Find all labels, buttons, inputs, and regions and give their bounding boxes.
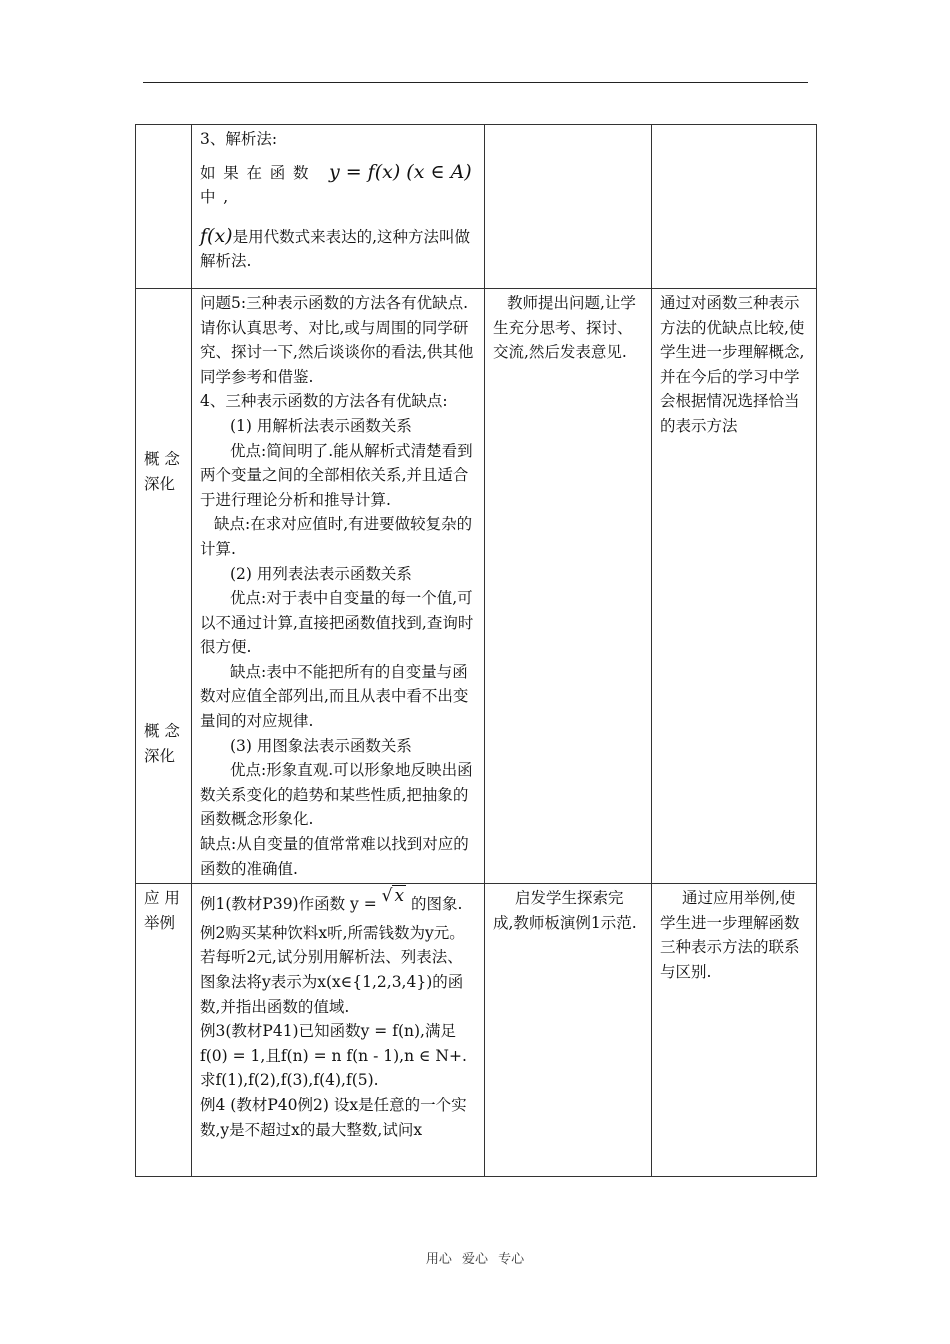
- line1-pre: 如果在函数: [200, 163, 317, 182]
- design-goal-application: [652, 884, 817, 1177]
- method3-pros: 优点:形象直观.可以形象地反映出函数关系变化的趋势和某些性质,把抽象的函数概念形象化.: [200, 761, 473, 829]
- row-label-concept: [136, 288, 192, 883]
- line2-text: 是用代数式来表达的,这种方法叫做解析法.: [200, 227, 471, 271]
- goal-application-text: 通过应用举例,使学生进一步理解函数三种表示方法的联系与区别.: [660, 889, 800, 981]
- method1-title: (1) 用解析法表示函数关系: [230, 416, 412, 435]
- method1-pros: 优点:简间明了.能从解析式清楚看到两个变量之间的全部相依关系,并且适合于进行理论分析和推导计算.: [200, 441, 473, 509]
- sqrt-symbol: √ x: [381, 886, 405, 907]
- teacher-activity-text: 教师提出问题,让学生充分思考、探讨、交流,然后发表意见.: [493, 293, 636, 362]
- function-formula: y = f(x) (x ∈ A): [328, 160, 472, 183]
- method3-cons: 缺点:从自变量的值常常难以找到对应的函数的准确值.: [200, 835, 469, 878]
- question-5: 问题5:三种表示函数的方法各有优缺点.请你认真思考、对比,或与周围的同学研究、探讨一下,然后谈谈你的看法,供其他同学参考和借鉴.: [200, 293, 474, 386]
- footer-item-2: 爱心: [461, 1252, 488, 1267]
- sqrt-radicand: x: [394, 886, 405, 907]
- analytic-method-line1: [200, 160, 476, 210]
- method2-pros: 优点:对于表中自变量的每一个值,可以不通过计算,直接把函数值找到,查询时很方便.: [200, 589, 474, 657]
- method1-cons: 缺点:在求对应值时,有进要做较复杂的计算.: [200, 515, 473, 558]
- concept-label-bottom: 概 念深化: [144, 721, 180, 765]
- method3-title: (3) 用图象法表示函数关系: [230, 736, 412, 755]
- page-footer: [0, 1248, 950, 1267]
- example-1: [200, 886, 476, 917]
- design-goal-concept: [652, 288, 817, 883]
- line1-post: 中,: [200, 188, 236, 207]
- example-1-tail: 的图象.: [406, 895, 463, 914]
- footer-item-3: 专心: [498, 1252, 525, 1267]
- design-goal-text: 通过对函数三种表示方法的优缺点比较,使学生进一步理解概念,并在今后的学习中学会根据情况选择恰当的表示方法: [660, 293, 805, 435]
- row-label-empty: [136, 125, 192, 289]
- header-rule: [143, 82, 808, 83]
- footer-item-1: 用心: [425, 1252, 452, 1267]
- concept-content-cell: [192, 288, 485, 883]
- analytic-method-title: 3、解析法:: [200, 130, 278, 148]
- pros-cons-heading: 4、三种表示函数的方法各有优缺点:: [200, 392, 448, 411]
- teacher-activity-concept: [485, 288, 652, 883]
- concept-label-top: 概 念深化: [144, 449, 180, 493]
- fx-symbol: f(x): [200, 224, 233, 247]
- design-goal-empty: [652, 125, 817, 289]
- application-content-cell: [192, 884, 485, 1177]
- method2-cons: 缺点:表中不能把所有的自变量与函数对应值全部列出,而且从表中看不出变量间的对应规律.: [200, 662, 469, 731]
- teacher-activity-application: [485, 884, 652, 1177]
- analytic-method-line2: [200, 224, 476, 274]
- analytic-method-cell: [192, 125, 485, 289]
- row-label-application: 应 用举例: [136, 884, 192, 1177]
- example-4: 例4 (教材P40例2) 设x是任意的一个实数,y是不超过x的最大整数,试问x: [200, 1095, 467, 1139]
- method2-title: (2) 用列表法表示函数关系: [230, 564, 412, 583]
- example-1-text: 例1(教材P39)作函数 y =: [200, 895, 382, 914]
- lesson-plan-table: [135, 124, 817, 1177]
- table-row-concept-deepening: [136, 288, 817, 883]
- table-row-application: [136, 884, 817, 1177]
- teacher-application-text: 启发学生探索完成,教师板演例1示范.: [493, 889, 637, 932]
- example-2: 例2购买某种饮料x听,所需钱数为y元。若每听2元,试分别用解析法、列表法、图象法将y表示为x(x∈{1,2,3,4})的函数,并指出函数的值域.: [200, 923, 465, 1016]
- teacher-activity-empty: [485, 125, 652, 289]
- example-3: 例3(教材P41)已知函数y = f(n),满足f(0) = 1,且f(n) = n f(n - 1),n ∈ N+.求f(1),f(2),f(3),f(4),f(5).: [200, 1022, 467, 1090]
- table-row-analytic-method: [136, 125, 817, 289]
